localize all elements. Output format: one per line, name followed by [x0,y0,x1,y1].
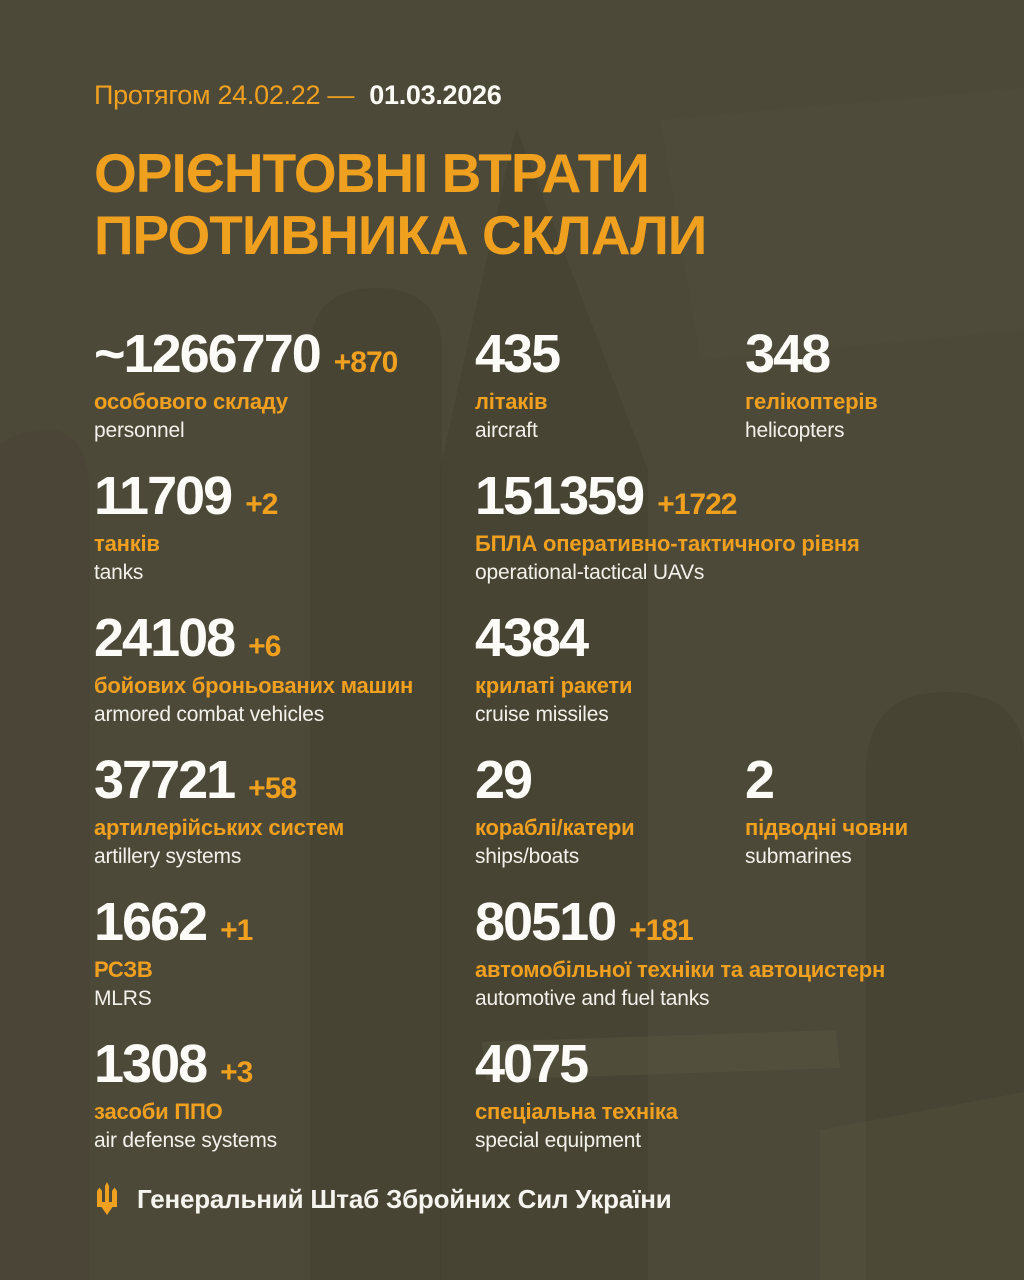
stat-label-en: helicopters [745,419,845,442]
stat-air-defense [94,1035,475,1155]
stat-label-en: tanks [94,561,144,584]
stat-delta: +2 [245,488,278,521]
stat-label-uk: особового складу [94,389,288,414]
stat-delta: +181 [629,914,693,947]
stat-value: 2 [745,750,774,810]
stat-cruise-missiles [475,609,994,729]
stat-personnel [94,325,475,445]
stats-row [94,609,994,729]
stat-label-uk: танків [94,531,160,556]
period-end-date: 01.03.2026 [369,80,502,110]
stat-label-en: personnel [94,419,185,442]
stat-label-uk: артилерійських систем [94,815,345,840]
stat-label-uk: спеціальна техніка [475,1099,678,1124]
title-line-2: ПРОТИВНИКА СКЛАЛИ [94,204,707,266]
stat-value: 151359 [475,466,644,526]
stat-mlrs [94,893,475,1013]
stat-label-en: ships/boats [475,845,580,868]
period-prefix: Протягом 24.02.22 — [94,80,355,110]
stat-label-en: automotive and fuel tanks [475,987,710,1010]
stat-label-uk: РСЗВ [94,957,153,982]
stat-armored-vehicles [94,609,475,729]
stat-delta: +3 [220,1056,253,1089]
stat-label-en: submarines [745,845,852,868]
stat-label-en: operational-tactical UAVs [475,561,705,584]
stat-helicopters [745,325,994,445]
stat-automotive [475,893,994,1013]
stat-label-en: armored combat vehicles [94,703,324,726]
stat-label-en: cruise missiles [475,703,609,726]
stat-artillery [94,751,475,871]
report-period [94,78,994,112]
stat-label-en: air defense systems [94,1129,277,1152]
stat-value: 4075 [475,1034,588,1094]
poster-content [0,78,1024,1216]
stat-value: 1662 [94,892,207,952]
stat-label-en: artillery systems [94,845,242,868]
stat-value: 11709 [94,466,232,526]
stat-delta: +870 [333,346,398,379]
stat-special-equipment [475,1035,994,1155]
stat-label-en: MLRS [94,987,152,1010]
stat-label-en: aircraft [475,419,538,442]
page-title [94,142,994,266]
stats-row [94,751,994,871]
stats-row [94,467,994,587]
footer-org-name: Генеральний Штаб Збройних Сил України [137,1183,672,1214]
stat-delta: +1 [220,914,253,947]
stat-label-uk: автомобільної техніки та автоцистерн [475,957,886,982]
stat-value: 37721 [94,750,235,810]
stat-label-uk: бойових броньованих машин [94,673,414,698]
stat-aircraft [475,325,745,445]
stat-value: 24108 [94,608,235,668]
stats-row [94,893,994,1013]
stat-value: 1308 [94,1034,207,1094]
stat-label-uk: кораблі/катери [475,815,635,840]
stat-value: 80510 [475,892,616,952]
losses-grid [94,325,994,1155]
stat-value: 29 [475,750,532,810]
stat-value: ~1266770 [94,324,320,384]
stat-ships [475,751,745,871]
stat-value: 348 [745,324,830,384]
stat-delta: +1722 [657,488,737,521]
stat-label-uk: БПЛА оперативно-тактичного рівня [475,531,860,556]
stat-label-uk: підводні човни [745,815,908,840]
stat-value: 4384 [475,608,588,668]
footer [94,1182,994,1216]
stat-label-en: special equipment [475,1129,641,1152]
stat-value: 435 [475,324,560,384]
stat-uavs [475,467,994,587]
stats-row [94,1035,994,1155]
stat-label-uk: крилаті ракети [475,673,633,698]
stat-label-uk: гелікоптерів [745,389,878,414]
stat-delta: +58 [248,772,297,805]
title-line-1: ОРІЄНТОВНІ ВТРАТИ [94,142,649,204]
trident-icon [94,1182,120,1216]
stat-tanks [94,467,475,587]
stat-label-uk: засоби ППО [94,1099,223,1124]
stat-label-uk: літаків [475,389,548,414]
stat-delta: +6 [248,630,281,663]
stat-submarines [745,751,994,871]
stats-row [94,325,994,445]
